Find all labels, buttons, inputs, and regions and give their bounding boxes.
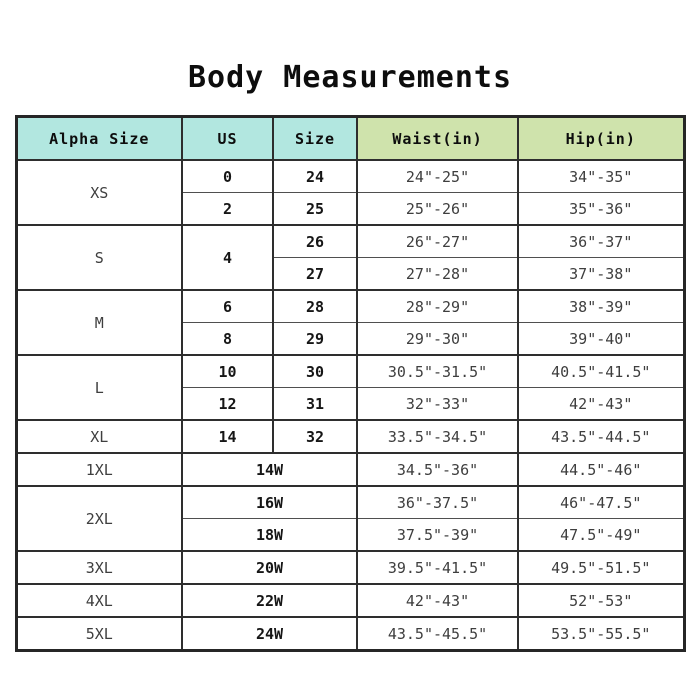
size-cell: 28 [273, 290, 357, 323]
hip-cell: 44.5"-46" [518, 453, 684, 486]
hip-cell: 52"-53" [518, 584, 684, 617]
us-size-cell: 20W [182, 551, 357, 584]
size-cell: 26 [273, 225, 357, 258]
waist-cell: 30.5"-31.5" [357, 355, 518, 388]
us-size-cell: 22W [182, 584, 357, 617]
alpha-size-cell: XL [16, 420, 182, 453]
us-size-cell: 16W [182, 486, 357, 519]
size-cell: 24 [273, 160, 357, 193]
us-cell: 0 [182, 160, 273, 193]
table-row [16, 486, 684, 519]
hip-cell: 37"-38" [518, 258, 684, 291]
size-cell: 25 [273, 193, 357, 226]
table-row [16, 355, 684, 388]
hip-cell: 38"-39" [518, 290, 684, 323]
waist-cell: 43.5"-45.5" [357, 617, 518, 651]
us-cell: 10 [182, 355, 273, 388]
table-row [16, 617, 684, 651]
size-cell: 27 [273, 258, 357, 291]
table-row [16, 420, 684, 453]
us-cell: 8 [182, 323, 273, 356]
us-cell: 2 [182, 193, 273, 226]
alpha-size-cell: L [16, 355, 182, 420]
page-title: Body Measurements [187, 60, 513, 95]
hip-cell: 47.5"-49" [518, 519, 684, 552]
us-size-cell: 24W [182, 617, 357, 651]
table-row [16, 160, 684, 193]
alpha-size-cell: XS [16, 160, 182, 225]
waist-cell: 42"-43" [357, 584, 518, 617]
us-cell: 4 [182, 225, 273, 290]
size-cell: 29 [273, 323, 357, 356]
waist-cell: 25"-26" [357, 193, 518, 226]
hip-cell: 46"-47.5" [518, 486, 684, 519]
waist-cell: 32"-33" [357, 388, 518, 421]
waist-cell: 34.5"-36" [357, 453, 518, 486]
us-cell: 12 [182, 388, 273, 421]
size-cell: 30 [273, 355, 357, 388]
alpha-size-cell: 3XL [16, 551, 182, 584]
table-row [16, 290, 684, 323]
waist-cell: 26"-27" [357, 225, 518, 258]
table-row [16, 453, 684, 486]
alpha-size-cell: 5XL [16, 617, 182, 651]
header-row [16, 117, 684, 161]
hip-cell: 49.5"-51.5" [518, 551, 684, 584]
size-cell: 31 [273, 388, 357, 421]
table-row [16, 551, 684, 584]
header-cell-waist: Waist(in) [357, 117, 518, 161]
header-cell-alpha-size: Alpha Size [16, 117, 182, 161]
alpha-size-cell: M [16, 290, 182, 355]
alpha-size-cell: 4XL [16, 584, 182, 617]
size-chart-table [15, 115, 686, 652]
waist-cell: 37.5"-39" [357, 519, 518, 552]
hip-cell: 53.5"-55.5" [518, 617, 684, 651]
waist-cell: 29"-30" [357, 323, 518, 356]
us-size-cell: 14W [182, 453, 357, 486]
hip-cell: 40.5"-41.5" [518, 355, 684, 388]
table-row [16, 584, 684, 617]
table-row [16, 225, 684, 258]
hip-cell: 39"-40" [518, 323, 684, 356]
waist-cell: 39.5"-41.5" [357, 551, 518, 584]
waist-cell: 27"-28" [357, 258, 518, 291]
us-cell: 6 [182, 290, 273, 323]
alpha-size-cell: 1XL [16, 453, 182, 486]
waist-cell: 24"-25" [357, 160, 518, 193]
alpha-size-cell: S [16, 225, 182, 290]
waist-cell: 36"-37.5" [357, 486, 518, 519]
us-cell: 14 [182, 420, 273, 453]
hip-cell: 43.5"-44.5" [518, 420, 684, 453]
header-cell-hip: Hip(in) [518, 117, 684, 161]
waist-cell: 33.5"-34.5" [357, 420, 518, 453]
size-cell: 32 [273, 420, 357, 453]
header-cell-size: Size [273, 117, 357, 161]
hip-cell: 35"-36" [518, 193, 684, 226]
waist-cell: 28"-29" [357, 290, 518, 323]
us-size-cell: 18W [182, 519, 357, 552]
alpha-size-cell: 2XL [16, 486, 182, 551]
hip-cell: 42"-43" [518, 388, 684, 421]
hip-cell: 34"-35" [518, 160, 684, 193]
header-cell-us: US [182, 117, 273, 161]
hip-cell: 36"-37" [518, 225, 684, 258]
